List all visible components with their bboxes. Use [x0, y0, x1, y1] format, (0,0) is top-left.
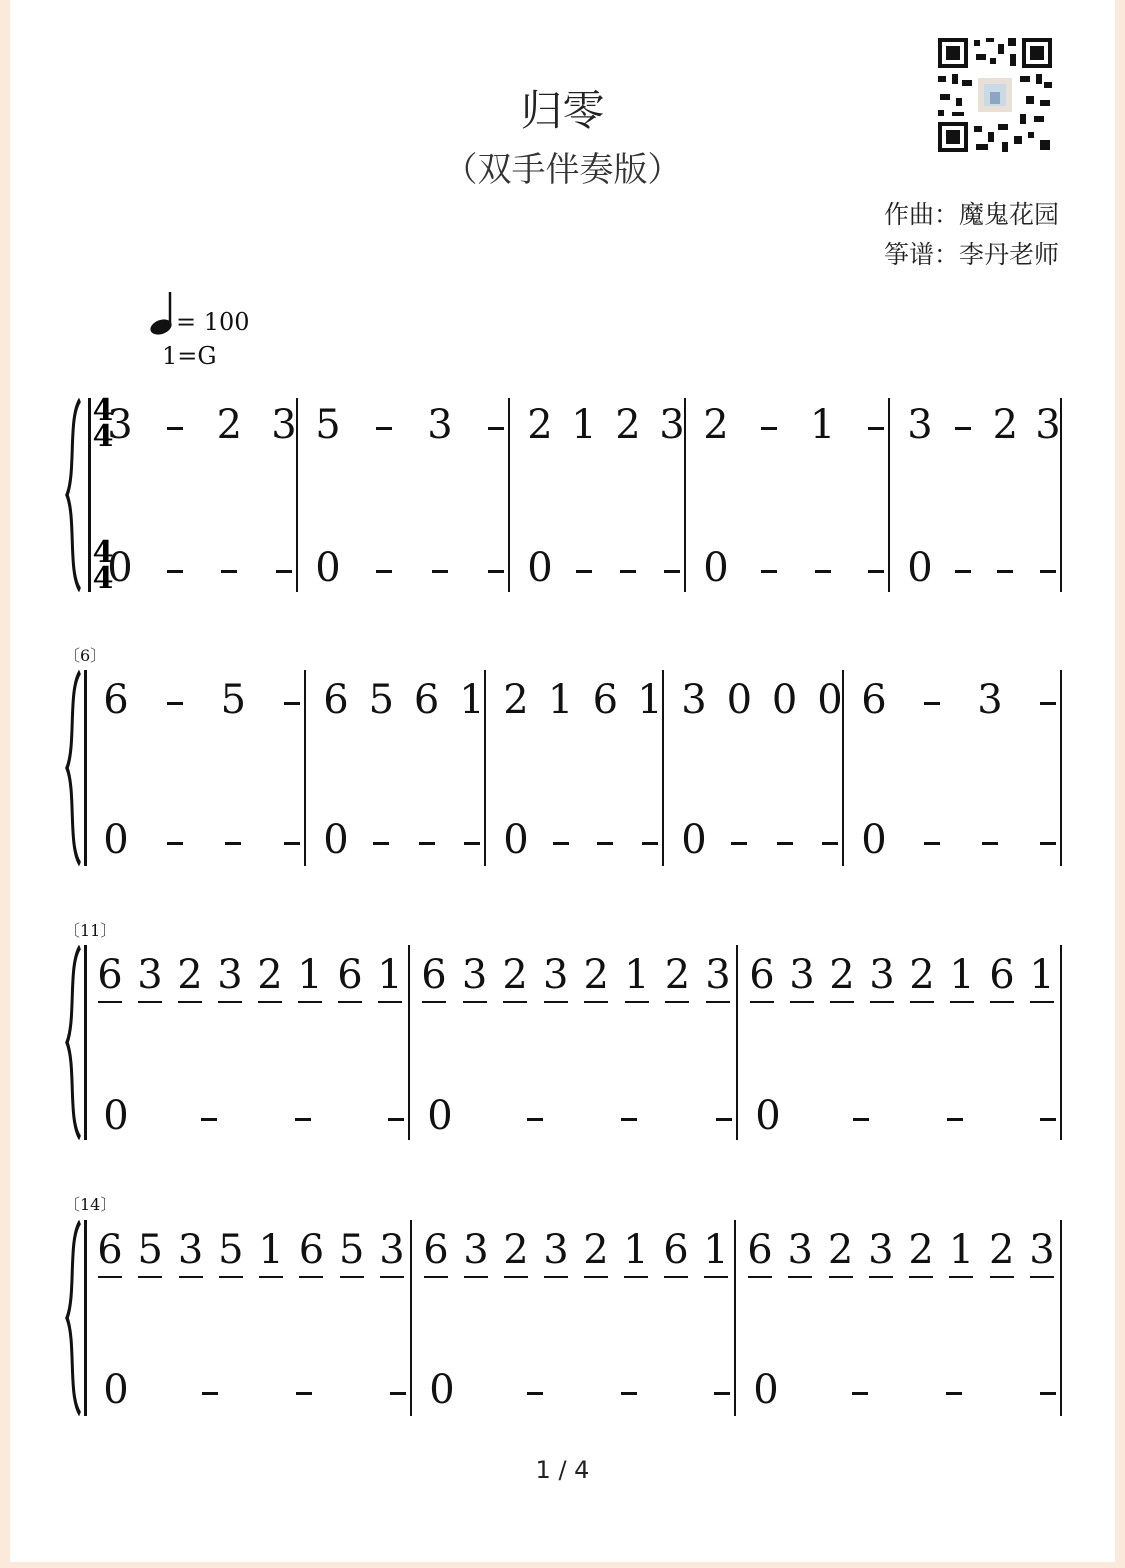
- left-hand-sustain-dash: [868, 570, 884, 573]
- left-hand-sustain-dash: [527, 1118, 543, 1121]
- right-hand-note: 2: [257, 952, 283, 998]
- left-hand-sustain-dash: [464, 842, 480, 845]
- right-hand-note: 6: [413, 677, 440, 723]
- right-hand-note: 1: [637, 677, 663, 723]
- right-hand-sustain-dash: [1040, 702, 1056, 705]
- left-hand-sustain-dash: [276, 570, 292, 573]
- right-hand-note: 0: [726, 677, 753, 723]
- right-hand-note: 6: [103, 677, 129, 723]
- right-hand-note: 3: [789, 952, 815, 998]
- left-hand-sustain-dash: [1040, 1118, 1056, 1121]
- right-hand-note: 3: [787, 1227, 814, 1273]
- left-hand-note: 0: [103, 1367, 129, 1413]
- eighth-beam: [464, 1276, 488, 1278]
- left-hand-sustain-dash: [373, 842, 389, 845]
- left-hand-sustain-dash: [376, 570, 392, 573]
- eighth-beam: [990, 1276, 1014, 1278]
- left-hand-sustain-dash: [642, 842, 658, 845]
- eighth-beam: [544, 1276, 568, 1278]
- barline: [888, 398, 890, 592]
- left-hand-note: 0: [103, 1093, 129, 1139]
- right-hand-note: 1: [623, 1227, 649, 1273]
- barline: [1060, 945, 1062, 1140]
- right-hand-note: 0: [817, 677, 843, 723]
- quarter-note-icon: [148, 290, 176, 336]
- left-hand-sustain-dash: [295, 1118, 311, 1121]
- song-title: 归零: [520, 86, 605, 135]
- grand-staff-brace: [64, 670, 84, 866]
- right-hand-note: 1: [297, 952, 323, 998]
- left-hand-sustain-dash: [388, 1118, 404, 1121]
- barline: [410, 1220, 412, 1416]
- right-hand-note: 1: [703, 1227, 729, 1273]
- right-hand-note: 1: [377, 952, 403, 998]
- eighth-beam: [138, 1001, 162, 1003]
- right-hand-sustain-dash: [955, 427, 971, 430]
- left-hand-sustain-dash: [432, 570, 448, 573]
- eighth-beam: [378, 1001, 402, 1003]
- right-hand-note: 3: [868, 1227, 894, 1273]
- eighth-beam: [504, 1276, 528, 1278]
- song-subtitle: （双手伴奏版）: [443, 150, 682, 190]
- left-hand-note: 0: [429, 1367, 455, 1413]
- right-hand-note: 6: [861, 677, 887, 723]
- left-hand-sustain-dash: [167, 570, 183, 573]
- left-hand-sustain-dash: [419, 842, 435, 845]
- eighth-beam: [706, 1001, 730, 1003]
- right-hand-note: 3: [379, 1227, 405, 1273]
- right-hand-note: 3: [107, 402, 133, 448]
- eighth-beam: [544, 1001, 568, 1003]
- system-start-barline: [84, 945, 87, 1140]
- left-hand-sustain-dash: [296, 1392, 312, 1395]
- barline: [408, 945, 410, 1140]
- time-signature-top: 4: [92, 393, 114, 428]
- right-hand-note: 2: [988, 1227, 1015, 1273]
- right-hand-sustain-dash: [376, 427, 392, 430]
- left-hand-sustain-dash: [997, 570, 1013, 573]
- right-hand-note: 6: [423, 1227, 449, 1273]
- right-hand-note: 1: [459, 677, 485, 723]
- composer-credit: 作曲：魔鬼花园: [883, 200, 1059, 229]
- right-hand-note: 6: [592, 677, 619, 723]
- right-hand-note: 2: [503, 677, 529, 723]
- right-hand-note: 3: [543, 1227, 569, 1273]
- right-hand-note: 3: [681, 677, 707, 723]
- eighth-beam: [178, 1001, 202, 1003]
- left-hand-note: 0: [681, 817, 707, 863]
- eighth-beam: [830, 1001, 854, 1003]
- right-hand-note: 2: [216, 402, 243, 448]
- left-hand-note: 0: [503, 817, 529, 863]
- eighth-beam: [259, 1276, 283, 1278]
- eighth-beam: [219, 1276, 243, 1278]
- eighth-beam: [584, 1276, 608, 1278]
- left-hand-sustain-dash: [284, 842, 300, 845]
- right-hand-note: 2: [615, 402, 641, 448]
- right-hand-note: 3: [177, 1227, 204, 1273]
- eighth-beam: [910, 1001, 934, 1003]
- eighth-beam: [790, 1001, 814, 1003]
- right-hand-note: 3: [461, 952, 488, 998]
- left-hand-note: 0: [427, 1093, 453, 1139]
- eighth-beam: [340, 1276, 364, 1278]
- measure-number: 〔6〕: [64, 646, 107, 665]
- right-hand-note: 6: [989, 952, 1015, 998]
- left-hand-sustain-dash: [731, 842, 747, 845]
- measure-number: 〔14〕: [64, 1195, 117, 1214]
- left-hand-note: 0: [323, 817, 349, 863]
- eighth-beam: [990, 1001, 1014, 1003]
- system-start-barline: [88, 398, 91, 592]
- eighth-beam: [829, 1276, 853, 1278]
- right-hand-note: 5: [218, 1227, 244, 1273]
- left-hand-sustain-dash: [664, 570, 680, 573]
- tempo-value: = 100: [176, 308, 250, 336]
- right-hand-note: 6: [298, 1227, 325, 1273]
- grand-staff-brace: [64, 945, 84, 1140]
- right-hand-note: 3: [427, 402, 453, 448]
- right-hand-sustain-dash: [924, 702, 940, 705]
- right-hand-note: 3: [271, 402, 297, 448]
- right-hand-note: 5: [137, 1227, 164, 1273]
- right-hand-note: 2: [908, 1227, 934, 1273]
- system-start-barline: [84, 1220, 87, 1416]
- right-hand-note: 1: [809, 402, 836, 448]
- eighth-beam: [1030, 1276, 1054, 1278]
- right-hand-sustain-dash: [284, 702, 300, 705]
- left-hand-note: 0: [103, 817, 129, 863]
- right-hand-note: 2: [527, 402, 553, 448]
- eighth-beam: [788, 1276, 812, 1278]
- left-hand-sustain-dash: [852, 1392, 868, 1395]
- right-hand-note: 3: [907, 402, 933, 448]
- tempo-marking: [148, 290, 250, 336]
- time-signature-bottom: 4: [92, 419, 114, 454]
- right-hand-note: 1: [624, 952, 650, 998]
- right-hand-note: 6: [663, 1227, 689, 1273]
- left-hand-sustain-dash: [777, 842, 793, 845]
- grand-staff-brace: [64, 398, 84, 592]
- right-hand-note: 1: [547, 677, 574, 723]
- eighth-beam: [664, 1276, 688, 1278]
- time-signature-bottom: 4: [92, 561, 114, 596]
- right-hand-note: 2: [177, 952, 203, 998]
- right-hand-note: 1: [258, 1227, 284, 1273]
- eighth-beam: [98, 1276, 122, 1278]
- barline: [1060, 1220, 1062, 1416]
- eighth-beam: [138, 1276, 162, 1278]
- left-hand-sustain-dash: [576, 570, 592, 573]
- left-hand-note: 0: [107, 545, 133, 591]
- left-hand-sustain-dash: [947, 1118, 963, 1121]
- left-hand-note: 0: [907, 545, 933, 591]
- eighth-beam: [218, 1001, 242, 1003]
- page-number: 1 / 4: [535, 1456, 590, 1484]
- right-hand-note: 3: [869, 952, 895, 998]
- right-hand-note: 2: [829, 952, 855, 998]
- right-hand-note: 6: [323, 677, 349, 723]
- barline: [508, 398, 510, 592]
- barline: [1060, 670, 1062, 866]
- left-hand-sustain-dash: [597, 842, 613, 845]
- eighth-beam: [424, 1276, 448, 1278]
- right-hand-note: 1: [949, 952, 975, 998]
- eighth-beam: [338, 1001, 362, 1003]
- right-hand-note: 5: [338, 1227, 365, 1273]
- right-hand-note: 2: [992, 402, 1019, 448]
- eighth-beam: [463, 1001, 487, 1003]
- right-hand-note: 3: [977, 677, 1003, 723]
- right-hand-note: 2: [503, 1227, 529, 1273]
- left-hand-sustain-dash: [620, 570, 636, 573]
- grand-staff-brace: [64, 1220, 84, 1416]
- right-hand-note: 1: [948, 1227, 975, 1273]
- right-hand-note: 5: [368, 677, 395, 723]
- left-hand-note: 0: [755, 1093, 781, 1139]
- left-hand-sustain-dash: [167, 842, 183, 845]
- left-hand-sustain-dash: [822, 842, 838, 845]
- right-hand-note: 1: [571, 402, 597, 448]
- right-hand-sustain-dash: [167, 427, 183, 430]
- eighth-beam: [584, 1001, 608, 1003]
- right-hand-note: 3: [659, 402, 685, 448]
- eighth-beam: [909, 1276, 933, 1278]
- right-hand-note: 2: [664, 952, 691, 998]
- barline: [734, 1220, 736, 1416]
- left-hand-sustain-dash: [815, 570, 831, 573]
- eighth-beam: [422, 1001, 446, 1003]
- eighth-beam: [1030, 1001, 1054, 1003]
- right-hand-note: 3: [1029, 1227, 1055, 1273]
- eighth-beam: [380, 1276, 404, 1278]
- right-hand-note: 5: [315, 402, 341, 448]
- right-hand-note: 6: [97, 952, 123, 998]
- left-hand-sustain-dash: [946, 1392, 962, 1395]
- eighth-beam: [625, 1001, 649, 1003]
- right-hand-note: 6: [749, 952, 775, 998]
- right-hand-note: 3: [542, 952, 569, 998]
- right-hand-note: 0: [771, 677, 798, 723]
- eighth-beam: [179, 1276, 203, 1278]
- right-hand-note: 2: [827, 1227, 854, 1273]
- eighth-beam: [299, 1276, 323, 1278]
- right-hand-note: 6: [97, 1227, 123, 1273]
- arranger-credit: 筝谱：李丹老师: [883, 240, 1059, 269]
- left-hand-sustain-dash: [390, 1392, 406, 1395]
- left-hand-note: 0: [753, 1367, 779, 1413]
- key-signature: 1=G: [162, 342, 217, 370]
- system-start-barline: [84, 670, 87, 866]
- eighth-beam: [98, 1001, 122, 1003]
- right-hand-note: 2: [583, 1227, 609, 1273]
- left-hand-sustain-dash: [488, 570, 504, 573]
- left-hand-sustain-dash: [225, 842, 241, 845]
- eighth-beam: [298, 1001, 322, 1003]
- left-hand-sustain-dash: [201, 1118, 217, 1121]
- eighth-beam: [258, 1001, 282, 1003]
- eighth-beam: [949, 1276, 973, 1278]
- right-hand-sustain-dash: [488, 427, 504, 430]
- right-hand-note: 1: [1029, 952, 1055, 998]
- right-hand-note: 2: [703, 402, 729, 448]
- left-hand-sustain-dash: [621, 1392, 637, 1395]
- eighth-beam: [748, 1276, 772, 1278]
- left-hand-note: 0: [861, 817, 887, 863]
- left-hand-note: 0: [703, 545, 729, 591]
- eighth-beam: [870, 1001, 894, 1003]
- eighth-beam: [704, 1276, 728, 1278]
- right-hand-sustain-dash: [167, 702, 183, 705]
- right-hand-note: 5: [220, 677, 247, 723]
- left-hand-note: 0: [527, 545, 553, 591]
- qr-code-icon[interactable]: [936, 36, 1054, 154]
- right-hand-note: 6: [337, 952, 363, 998]
- left-hand-sustain-dash: [714, 1392, 730, 1395]
- left-hand-sustain-dash: [716, 1118, 732, 1121]
- right-hand-note: 3: [705, 952, 731, 998]
- eighth-beam: [503, 1001, 527, 1003]
- eighth-beam: [665, 1001, 689, 1003]
- left-hand-sustain-dash: [221, 570, 237, 573]
- eighth-beam: [750, 1001, 774, 1003]
- right-hand-note: 3: [1035, 402, 1061, 448]
- left-hand-sustain-dash: [553, 842, 569, 845]
- right-hand-sustain-dash: [868, 427, 884, 430]
- left-hand-sustain-dash: [1040, 842, 1056, 845]
- eighth-beam: [950, 1001, 974, 1003]
- time-signature-top: 4: [92, 535, 114, 570]
- right-hand-note: 6: [421, 952, 447, 998]
- left-hand-sustain-dash: [621, 1118, 637, 1121]
- eighth-beam: [869, 1276, 893, 1278]
- barline: [304, 670, 306, 866]
- left-hand-sustain-dash: [1040, 1392, 1056, 1395]
- right-hand-sustain-dash: [761, 427, 777, 430]
- left-hand-sustain-dash: [1040, 570, 1056, 573]
- left-hand-sustain-dash: [924, 842, 940, 845]
- left-hand-sustain-dash: [202, 1392, 218, 1395]
- right-hand-note: 2: [909, 952, 935, 998]
- left-hand-sustain-dash: [527, 1392, 543, 1395]
- measure-number: 〔11〕: [64, 921, 117, 940]
- right-hand-note: 6: [747, 1227, 773, 1273]
- left-hand-note: 0: [315, 545, 341, 591]
- eighth-beam: [624, 1276, 648, 1278]
- left-hand-sustain-dash: [955, 570, 971, 573]
- right-hand-note: 3: [463, 1227, 489, 1273]
- left-hand-sustain-dash: [853, 1118, 869, 1121]
- right-hand-note: 2: [583, 952, 610, 998]
- left-hand-sustain-dash: [761, 570, 777, 573]
- barline: [736, 945, 738, 1140]
- left-hand-sustain-dash: [982, 842, 998, 845]
- right-hand-note: 3: [217, 952, 243, 998]
- right-hand-note: 3: [137, 952, 163, 998]
- right-hand-note: 2: [502, 952, 528, 998]
